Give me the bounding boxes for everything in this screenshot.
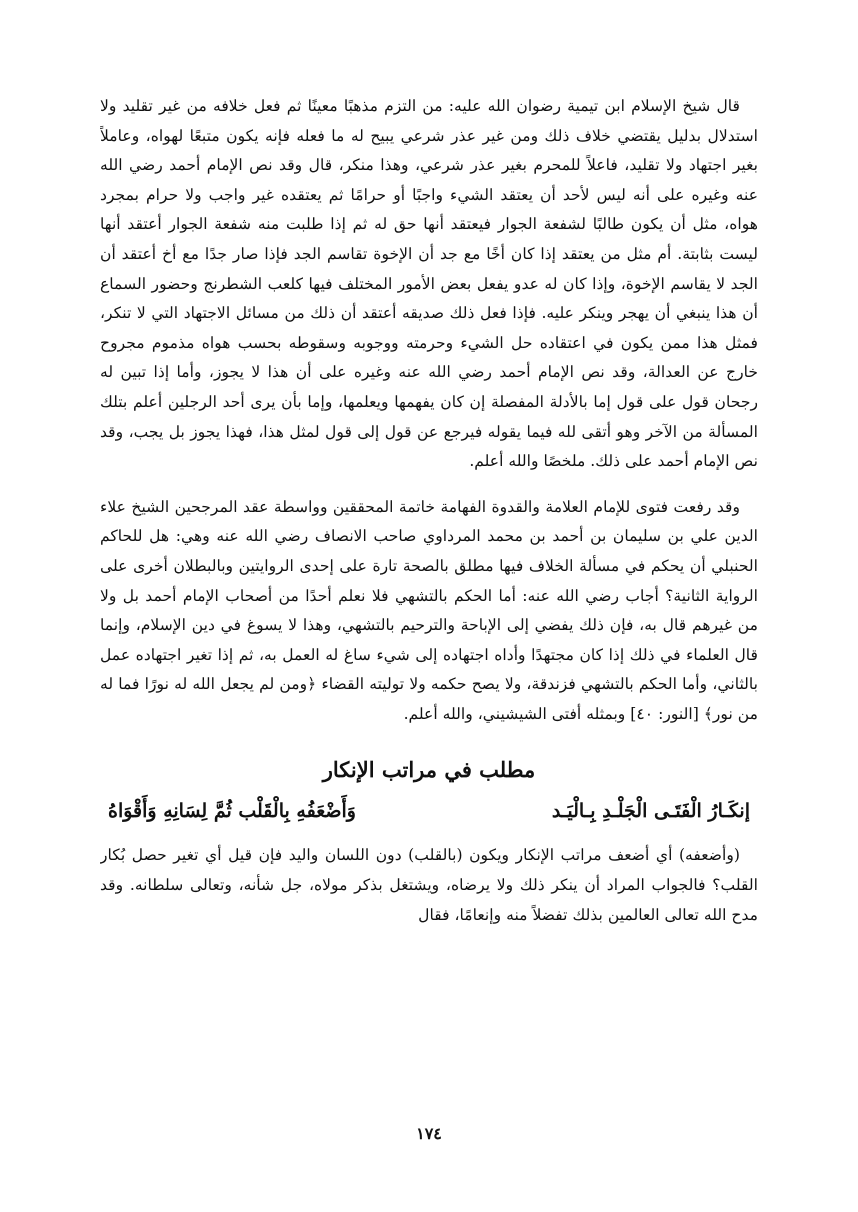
paragraph-commentary: (وأضعفه) أي أضعف مراتب الإنكار ويكون (بالقلب) دون اللسان واليد فإن قيل أي تغير حصل بُكار القلب؟ فالجواب المراد أن ينكر ذلك ولا يرضاه، ويشتغل بذكر مولاه، جل شأنه، وتعالى سلطانه. وقد مدح الله تعالى العالمين بذلك تفضلاً منه وإنعامًا، فقال <box>100 846 758 924</box>
page-number: ١٧٤ <box>416 1124 442 1143</box>
paragraph-mardawi-fatwa: وقد رفعت فتوى للإمام العلامة والقدوة الفهامة خاتمة المحققين وواسطة عقد المرجحين الشيخ علاء الدين علي بن سليمان بن أحمد بن محمد المرداوي صاحب الانصاف رضي الله عنه وهي: هل للحاكم الحنبلي أن يحكم في مسألة الخلاف فيها مطلق بالصحة تارة على إحدى الروايتين وبالبطلان أخرى على الرواية الثانية؟ أجاب رضي الله عنه: أما الحكم بالتشهي فلا نعلم أحدًا من أصحاب الإمام أحمد بل ولا من غيرهم قال به، فإن ذلك يفضي إلى الإباحة والترحيم بالتشهي، وهذا لا يسوغ في دين الإسلام، وإنما قال العلماء في ذلك إذا كان مجتهدًا وأداه اجتهاده إلى شيء ساغ له العمل به، ثم إذا تغير اجتهاده عمل بالثاني، وأما الحكم بالتشهي فزندقة، ولا يصح حكمه ولا توليته القضاء ﴿ومن لم يجعل الله له نورًا فما له من نور﴾ [النور: ٤٠] وبمثله أفتى الشيشيني، والله أعلم. <box>100 497 758 723</box>
verse-second-hemistich: وَأَضْعَفُهِ بِالْقَلْب ثُمَّ لِسَانِهِ وَأَقْوَاهُ <box>108 800 356 823</box>
page-body <box>100 92 758 1162</box>
section-heading: مطلب في مراتب الإنكار <box>322 757 536 783</box>
verse-first-hemistich: إنكَـارُ الْفَتَـى الْجَلْـدِ بِـالْيَـد <box>551 800 750 823</box>
paragraph-ibn-taymiyya-quote: قال شيخ الإسلام ابن تيمية رضوان الله عليه: من التزم مذهبًا معينًا ثم فعل خلافه من غير تقليد ولا استدلال بدليل يقتضي خلاف ذلك ومن غير عذر شرعي يبيح له ما فعله فإنه يكون متبعًا لهواه، وعاملاً بغير اجتهاد ولا تقليد، فاعلاً للمحرم بغير عذر شرعي، وهذا منكر، قال وقد نص الإمام أحمد رضي الله عنه وغيره على أنه ليس لأحد أن يعتقد الشيء واجبًا أو حرامًا ثم يعتقده غير واجب ولا حرام بمجرد هواه، مثل أن يكون طالبًا لشفعة الجوار فيعتقد أنها حق له ثم إذا طلبت منه شفعة الجوار أعتقد أنها ليست بثابتة. أم مثل من يعتقد إذا كان أخًا مع جد أن الإخوة تقاسم الجد فإذا صار جدًا مع أخ أعتقد أن الجد لا يقاسم الإخوة، وإذا كان له عدو يفعل بعض الأمور المختلف فيها كلعب الشطرنج وحضور السماع أن هذا ينبغي أن يهجر وينكر عليه. فإذا فعل ذلك صديقه أعتقد أن ذلك من مسائل الاجتهاد التي لا تنكر، فمثل هذا ممن يكون في اعتقاده حل الشيء وحرمته ووجوبه وسقوطه بحسب هواه مذموم مجروح خارج عن العدالة، وقد نص الإمام أحمد رضي الله عنه وغيره على أن هذا لا يجوز، وأما إذا تبين له رجحان قول على قول إما بالأدلة المفصلة إن كان يفهمها ويعلمها، وإما بأن يرى أحد الرجلين أعلم بتلك المسألة من الآخر وهو أتقى لله فيما يقوله فيرجع عن قول إلى قول لمثل هذا، فهذا يجوز بل يجب، وقد نص الإمام أحمد على ذلك. ملخصًا والله أعلم. <box>100 97 758 471</box>
poetry-verse <box>100 791 758 831</box>
